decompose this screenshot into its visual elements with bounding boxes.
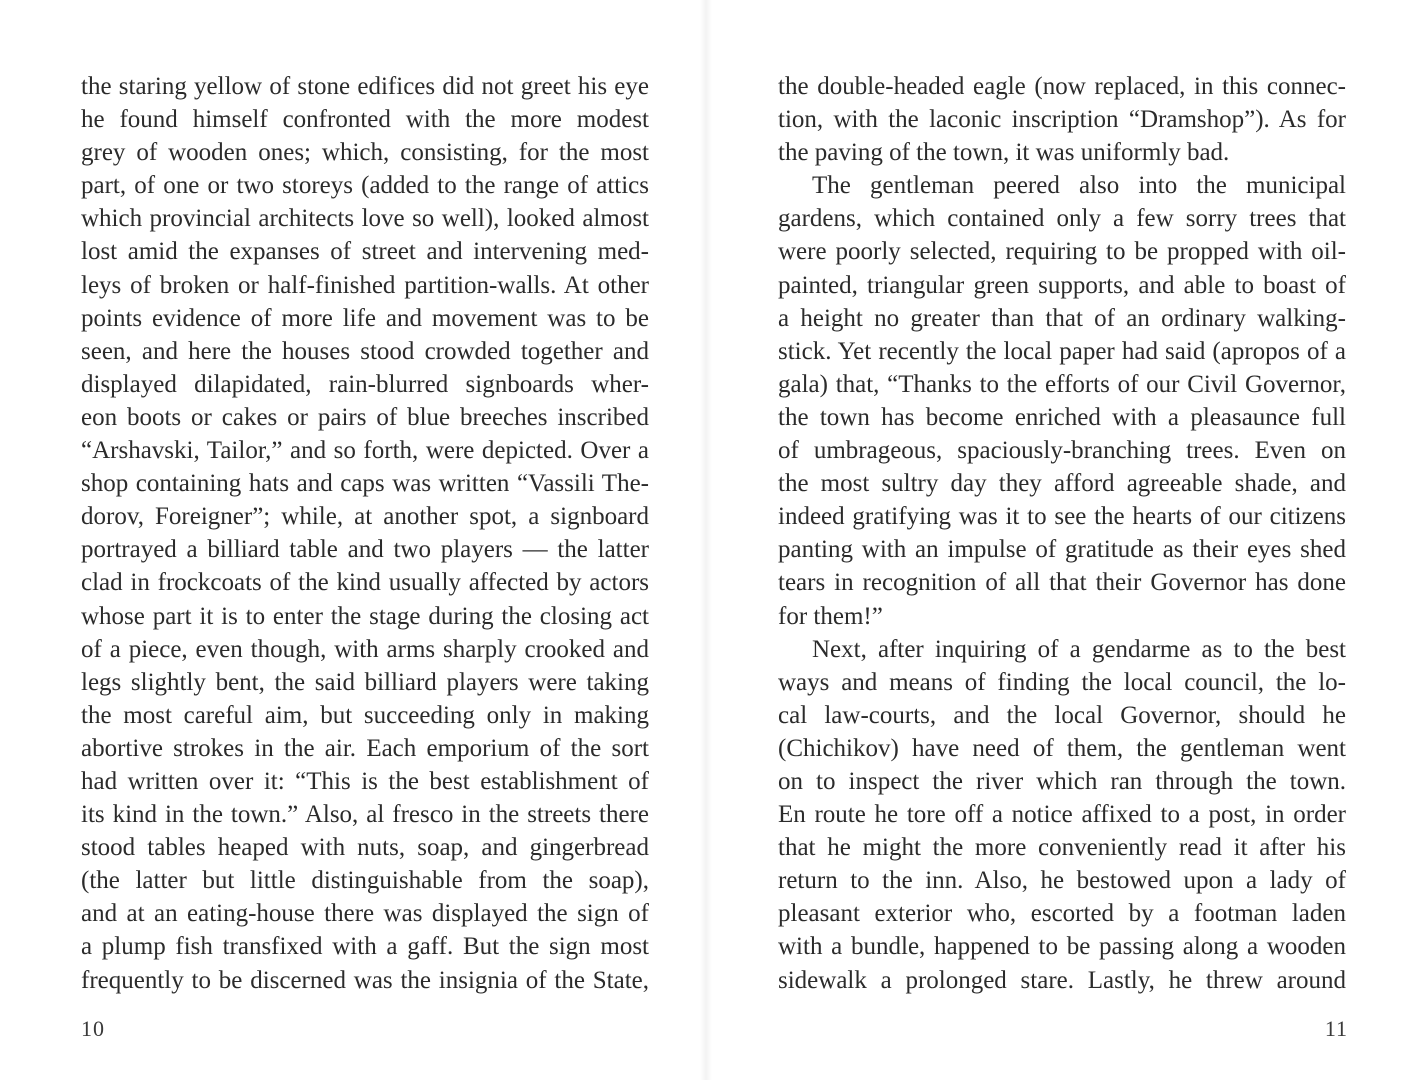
right-page-text: [778, 70, 1346, 997]
text-line: abortive strokes in the air. Each emporium of the sort: [81, 734, 649, 762]
text-line: with a bundle, happened to be passing along a wooden: [778, 933, 1346, 961]
text-line: the paving of the town, it was uniformly bad.: [778, 139, 1230, 167]
text-line: seen, and here the houses stood crowded together and: [81, 337, 649, 365]
text-line: shop containing hats and caps was written “Vassili The-: [81, 470, 649, 498]
text-line: sidewalk a prolonged stare. Lastly, he threw around: [778, 966, 1346, 994]
text-line: stood tables heaped with nuts, soap, and gingerbread: [81, 834, 649, 862]
text-line: displayed dilapidated, rain-blurred signboards wher-: [81, 370, 649, 398]
text-line: of a piece, even though, with arms sharply crooked and: [81, 635, 649, 663]
text-line: legs slightly bent, the said billiard players were taking: [81, 668, 649, 696]
text-line: which provincial architects love so well), looked almost: [81, 205, 649, 233]
text-line: lost amid the expanses of street and intervening med-: [81, 238, 649, 266]
right-page: [706, 0, 1412, 1080]
text-line: dorov, Foreigner”; while, at another spot, a signboard: [81, 503, 649, 531]
text-line: he found himself confronted with the more modest: [81, 106, 649, 134]
paragraph-start-line: The gentleman peered also into the municipal: [812, 172, 1346, 200]
left-page-text: [81, 70, 649, 997]
text-line: a plump fish transfixed with a gaff. But the sign most: [81, 933, 649, 961]
text-line: indeed gratifying was it to see the hearts of our citizens: [778, 503, 1346, 531]
text-line: En route he tore off a notice affixed to a post, in order: [778, 801, 1346, 829]
text-line: had written over it: “This is the best establishment of: [81, 767, 649, 795]
text-line: eon boots or cakes or pairs of blue breeches inscribed: [81, 403, 649, 431]
text-line: the town has become enriched with a pleasaunce full: [778, 403, 1346, 431]
text-line: painted, triangular green supports, and able to boast of: [778, 271, 1346, 299]
text-line: cal law-courts, and the local Governor, should he: [778, 701, 1346, 729]
text-line: were poorly selected, requiring to be propped with oil-: [778, 238, 1346, 266]
text-line: panting with an impulse of gratitude as their eyes shed: [778, 536, 1346, 564]
text-line: portrayed a billiard table and two players — the latter: [81, 536, 649, 564]
text-line: its kind in the town.” Also, al fresco in the streets there: [81, 801, 649, 829]
text-line: return to the inn. Also, he bestowed upon a lady of: [778, 867, 1346, 895]
text-line: gardens, which contained only a few sorry trees that: [778, 205, 1346, 233]
text-line: points evidence of more life and movement was to be: [81, 304, 649, 332]
text-line: (the latter but little distinguishable from the soap),: [81, 867, 649, 895]
text-line: and at an eating-house there was displayed the sign of: [81, 900, 649, 928]
text-line: ways and means of finding the local council, the lo-: [778, 668, 1346, 696]
text-line: a height no greater than that of an ordinary walking-: [778, 304, 1346, 332]
text-line: clad in frockcoats of the kind usually affected by actors: [81, 569, 649, 597]
text-line: on to inspect the river which ran through the town.: [778, 767, 1346, 795]
text-line: for them!”: [778, 602, 883, 630]
paragraph-start-line: Next, after inquiring of a gendarme as to the best: [812, 635, 1346, 663]
text-line: gala) that, “Thanks to the efforts of our Civil Governor,: [778, 370, 1346, 398]
text-line: (Chichikov) have need of them, the gentleman went: [778, 734, 1346, 762]
text-line: the double-headed eagle (now replaced, in this connec-: [778, 73, 1346, 100]
page-number: 11: [1324, 1016, 1348, 1041]
text-line: of umbrageous, spaciously-branching trees. Even on: [778, 437, 1346, 465]
text-line: frequently to be discerned was the insignia of the State,: [81, 966, 649, 994]
text-line: part, of one or two storeys (added to the range of attics: [81, 172, 649, 200]
text-line: whose part it is to enter the stage during the closing act: [81, 602, 649, 630]
text-line: the staring yellow of stone edifices did not greet his eye: [81, 73, 649, 100]
text-line: stick. Yet recently the local paper had said (apropos of a: [778, 337, 1346, 365]
text-line: “Arshavski, Tailor,” and so forth, were depicted. Over a: [81, 437, 649, 465]
text-line: the most sultry day they afford agreeable shade, and: [778, 470, 1346, 498]
page-number: 10: [81, 1016, 105, 1041]
text-line: that he might the more conveniently read it after his: [778, 834, 1346, 862]
text-line: pleasant exterior who, escorted by a footman laden: [778, 900, 1346, 928]
text-line: the most careful aim, but succeeding only in making: [81, 701, 649, 729]
text-line: grey of wooden ones; which, consisting, for the most: [81, 139, 649, 167]
text-line: tears in recognition of all that their Governor has done: [778, 569, 1346, 597]
text-line: leys of broken or half-finished partition-walls. At other: [81, 271, 649, 299]
text-line: tion, with the laconic inscription “Dramshop”). As for: [778, 106, 1346, 134]
